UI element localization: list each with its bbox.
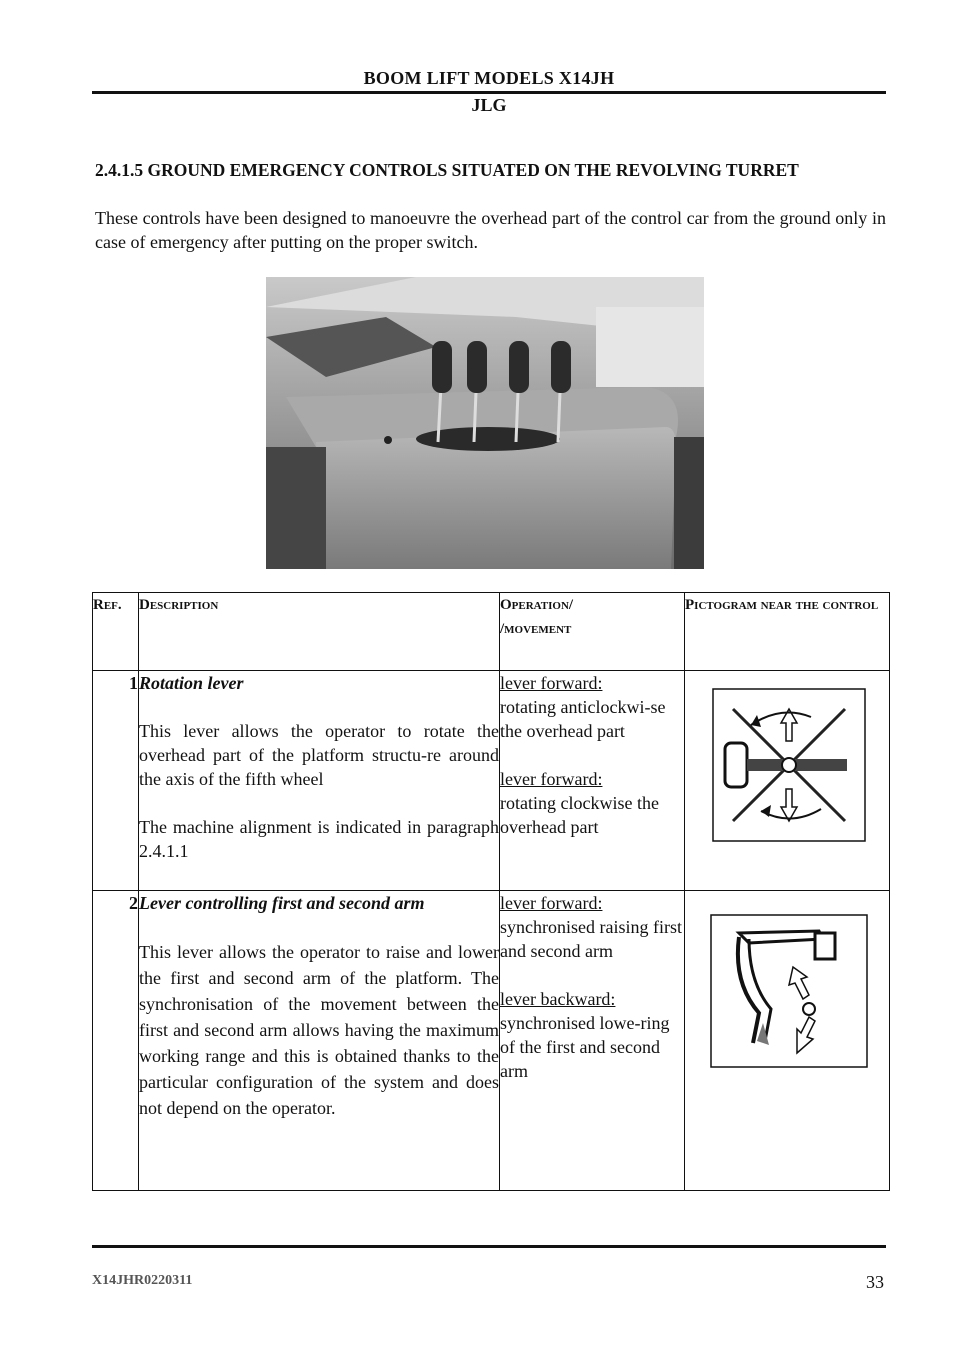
operation-label: lever forward: (500, 769, 603, 789)
row-operation (500, 891, 685, 1191)
row-pictogram (685, 891, 890, 1191)
operation-text: synchronised raising first and second arm (500, 917, 682, 961)
row-title: Lever controlling first and second arm (139, 893, 425, 913)
header-operation-line1: Operation/ (500, 597, 574, 613)
row-description (139, 671, 500, 891)
table-header-row (93, 593, 890, 671)
header-divider (92, 91, 886, 94)
brand-name: JLG (471, 95, 507, 115)
row-description (139, 891, 500, 1191)
rotation-pictogram-icon (711, 687, 867, 843)
arm-pictogram-icon (709, 913, 869, 1069)
controls-table (92, 592, 890, 1191)
row-paragraph: This lever allows the operator to rotate the overhead part of the platform structu-re around the axis of the fifth wheel (139, 721, 499, 789)
header-operation-line2: /movement (500, 621, 572, 637)
row-pictogram (685, 671, 890, 891)
row-ref: 2 (93, 891, 139, 1191)
header-pictogram: Pictogram near the control (685, 593, 890, 671)
page-number: 33 (866, 1272, 884, 1292)
table-row (93, 891, 890, 1191)
row-title: Rotation lever (139, 673, 244, 693)
operation-label: lever forward: (500, 673, 603, 693)
operation-label: lever forward: (500, 893, 603, 913)
document-code: X14JHR0220311 (92, 1273, 193, 1288)
photo-control-levers-icon (266, 277, 704, 569)
operation-text: rotating anticlockwi-se the overhead part (500, 697, 666, 741)
header-ref: Ref. (93, 593, 139, 671)
header-operation (500, 593, 685, 671)
row-paragraph: The machine alignment is indicated in paragraph 2.4.1.1 (139, 817, 499, 861)
operation-label: lever backward: (500, 989, 616, 1009)
row-ref: 1 (93, 671, 139, 891)
operation-text: synchronised lowe-ring of the first and second arm (500, 1013, 670, 1081)
row-operation (500, 671, 685, 891)
row-paragraph: This lever allows the operator to raise and lower the first and second arm of the platform. The synchronisation of the movement between the first and second arm allows having the maximum working range and this is obtained thanks to the particular configuration of the system and does not depend on the operator. (139, 942, 499, 1118)
intro-paragraph: These controls have been designed to manoeuvre the overhead part of the control car from the ground only in case of emergency after putting on the proper switch. (95, 208, 886, 252)
section-heading: 2.4.1.5 GROUND EMERGENCY CONTROLS SITUATED ON THE REVOLVING TURRET (95, 160, 799, 180)
document-title: BOOM LIFT MODELS X14JH (363, 68, 615, 88)
header-description: Description (139, 593, 500, 671)
footer-divider (92, 1245, 886, 1248)
control-levers-photo (266, 277, 704, 569)
operation-text: rotating clockwise the overhead part (500, 793, 659, 837)
table-row (93, 671, 890, 891)
